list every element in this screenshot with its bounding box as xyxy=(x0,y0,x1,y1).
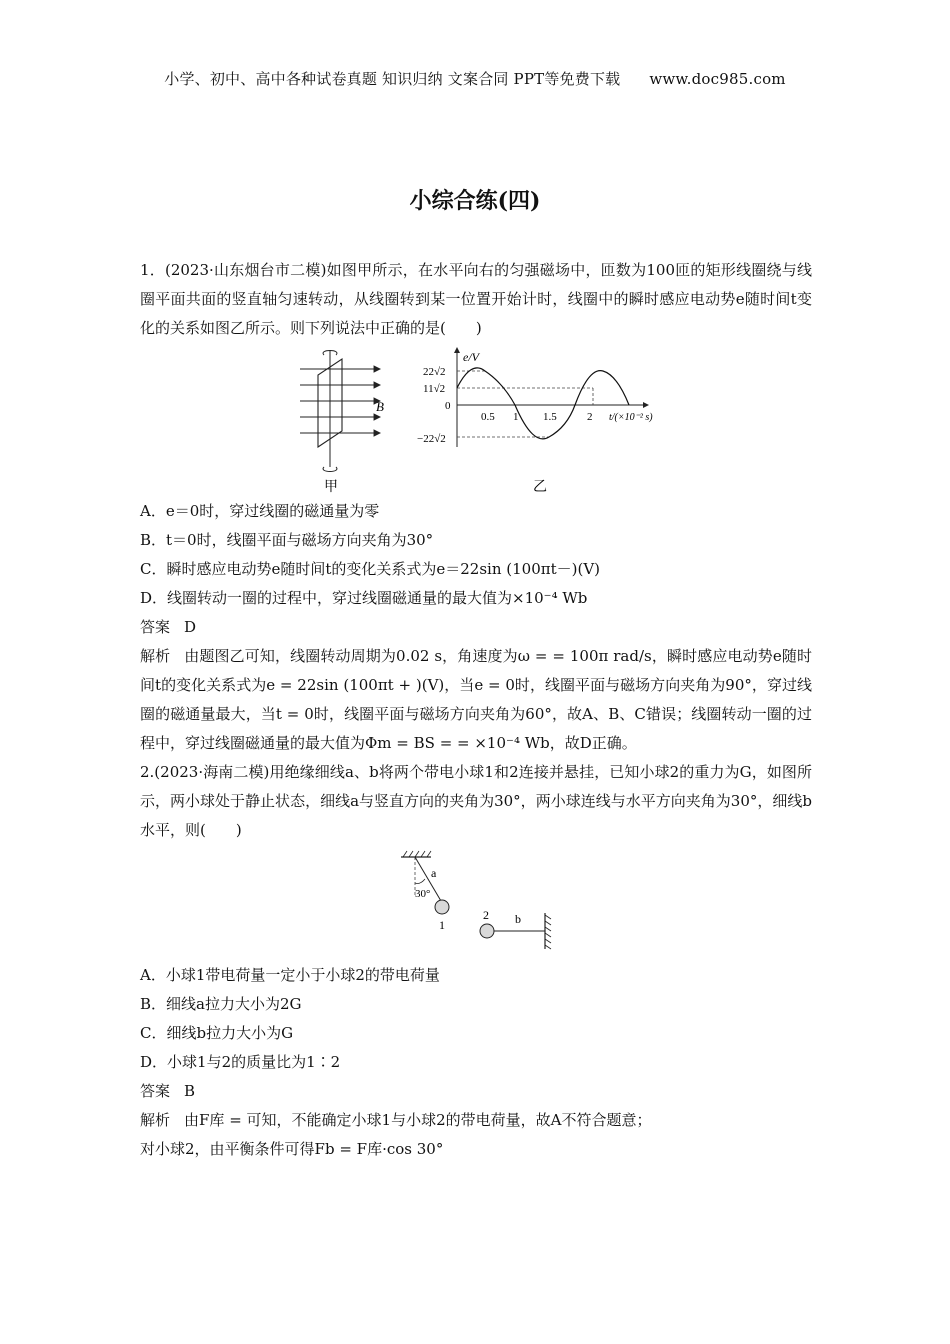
q2-analysis-2: 对小球2，由平衡条件可得Fb = F库·cos 30° xyxy=(140,1140,444,1158)
q1-stem: 1．(2023·山东烟台市二模)如图甲所示，在水平向右的匀强磁场中，匝数为100匝的矩形线圈绕与线圈平面共面的竖直轴匀速转动，从线圈转到某一位置开始计时，线圈中的瞬时感应电动势e随时间t变化的关系如图乙所示。则下列说法中正确的是( ) xyxy=(140,261,812,337)
y-tick-min: −22√2 xyxy=(417,433,446,445)
x-tick-1-5: 1.5 xyxy=(543,411,557,423)
q2-answer-label: 答案 xyxy=(140,1082,171,1100)
q1-option-c: C．瞬时感应电动势e随时间t的变化关系式为e＝22sin (100πt－)(V) xyxy=(140,560,601,578)
q1-analysis xyxy=(140,642,812,758)
content xyxy=(140,256,812,1164)
q2-option-a: A．小球1带电荷量一定小于小球2的带电荷量 xyxy=(140,966,440,984)
figure-balls xyxy=(395,849,555,957)
caption-jia: 甲 xyxy=(324,479,338,495)
page-title: 小综合练(四) xyxy=(409,188,541,214)
y-tick-max: 22√2 xyxy=(423,366,446,378)
y-axis-label: e/V xyxy=(463,350,479,364)
q2-option-d: D．小球1与2的质量比为1∶2 xyxy=(140,1053,341,1071)
q2-analysis-label: 解析 xyxy=(140,1111,171,1129)
header-text: 小学、初中、高中各种试卷真题 知识归纳 文案合同 PPT等免费下载 xyxy=(164,70,621,88)
thread-b-label: b xyxy=(515,912,521,926)
q1-option-d: D．线圈转动一圈的过程中，穿过线圈磁通量的最大值为×10⁻⁴ Wb xyxy=(140,589,588,607)
x-tick-2: 2 xyxy=(587,411,593,423)
angle-label: 30° xyxy=(415,888,431,900)
q1-analysis-text: 由题图乙可知，线圈转动周期为0.02 s，角速度为ω = = 100π rad/s，瞬时感应电动势e随时间t的变化关系式为e = 22sin (100πt + )(V)，当e = 0时，线圈平面与磁场方向夹角为90°，穿过线圈的磁通量最大，当t = 0时，线圈平面与磁场方向夹角为60°，故A、B、C错误；线圈转动一圈的过程中，穿过线圈磁通量的最大值为Φm = BS = = ×10⁻⁴ Wb，故D正确。 xyxy=(140,647,812,752)
caption-yi: 乙 xyxy=(533,479,547,495)
x-tick-0-5: 0.5 xyxy=(481,411,495,423)
q1-figures xyxy=(140,347,812,495)
q2-analysis-text-1: 由F库 = 可知，不能确定小球1与小球2的带电荷量，故A不符合题意； xyxy=(184,1111,652,1129)
ball-2-label: 2 xyxy=(483,908,489,922)
q2-analysis-1 xyxy=(140,1106,812,1135)
figure-yi xyxy=(415,347,655,495)
y-tick-half: 11√2 xyxy=(423,383,446,395)
thread-a-label: a xyxy=(431,866,437,880)
header-url[interactable]: www.doc985.com xyxy=(649,70,786,88)
q1-answer-label: 答案 xyxy=(140,618,171,636)
q2-option-c: C．细线b拉力大小为G xyxy=(140,1024,294,1042)
q2-option-b: B．细线a拉力大小为2G xyxy=(140,995,302,1013)
q1-analysis-label: 解析 xyxy=(140,647,171,665)
ball-1-label: 1 xyxy=(439,918,445,932)
q1-option-a: A．e＝0时，穿过线圈的磁通量为零 xyxy=(140,502,380,520)
q2-answer-value: B xyxy=(184,1082,196,1100)
x-axis-label: t/(×10⁻² s) xyxy=(609,412,653,423)
q2-figure xyxy=(140,847,812,959)
x-tick-1: 1 xyxy=(513,411,519,423)
q2-stem: 2.(2023·海南二模)用绝缘细线a、b将两个带电小球1和2连接并悬挂，已知小球2的重力为G，如图所示，两小球处于静止状态，细线a与竖直方向的夹角为30°，两小球连线与水平方向夹角为30°，细线b水平，则( ) xyxy=(140,763,812,839)
q1-option-b: B．t＝0时，线圈平面与磁场方向夹角为30° xyxy=(140,531,434,549)
q1-answer xyxy=(140,613,812,642)
figure-jia xyxy=(290,347,390,495)
y-tick-zero: 0 xyxy=(445,400,451,412)
q2-answer xyxy=(140,1077,812,1106)
field-label-b: B xyxy=(376,399,384,414)
page-header xyxy=(0,68,950,89)
q1-answer-value: D xyxy=(184,618,197,636)
